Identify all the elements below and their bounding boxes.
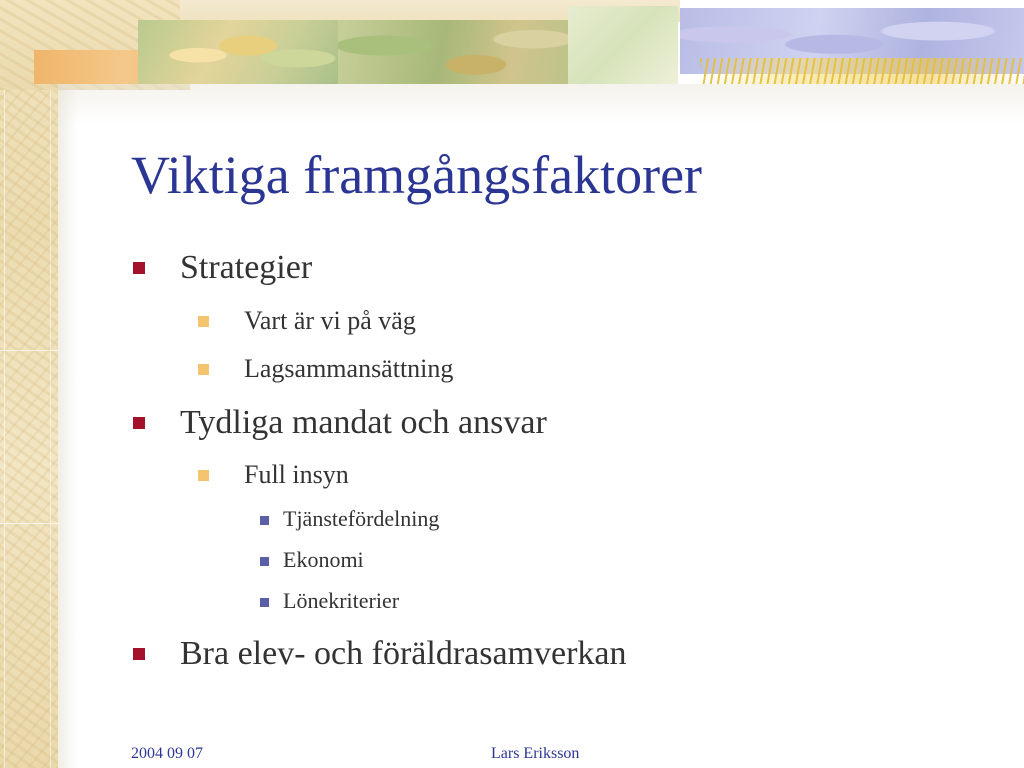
bullet-square-icon xyxy=(133,262,145,274)
bullet-square-icon xyxy=(198,364,209,375)
banner-shadow xyxy=(58,84,1024,124)
bullet-text: Bra elev- och föräldrasamverkan xyxy=(180,635,627,672)
bullet-text: Ekonomi xyxy=(283,547,364,572)
banner-tile-leaves xyxy=(138,20,338,84)
strip-seam xyxy=(0,350,58,351)
bullet-square-icon xyxy=(260,516,269,525)
content-shadow xyxy=(58,84,78,768)
strip-line xyxy=(4,0,5,768)
strip-line xyxy=(50,0,51,768)
top-decorative-banner xyxy=(0,0,1024,90)
bullet-square-icon xyxy=(198,316,209,327)
bullet-text: Vart är vi på väg xyxy=(244,306,416,335)
bullet-square-icon xyxy=(260,557,269,566)
banner-tile-pastel xyxy=(568,6,678,84)
bullet-square-icon xyxy=(198,470,209,481)
slide-title: Viktiga framgångsfaktorer xyxy=(131,145,703,205)
bullet-text: Full insyn xyxy=(244,460,349,489)
bullet-text: Tjänstefördelning xyxy=(283,506,440,531)
bullet-square-icon xyxy=(260,598,269,607)
banner-tile-gold xyxy=(700,58,1024,84)
bullet-square-icon xyxy=(133,417,145,429)
bullet-square-icon xyxy=(133,648,145,660)
footer-author: Lars Eriksson xyxy=(491,745,580,762)
strip-seam xyxy=(0,523,58,524)
bullet-text: Lagsammansättning xyxy=(244,354,454,383)
left-texture-strip xyxy=(0,0,58,768)
bullet-text: Lönekriterier xyxy=(283,588,400,613)
bullet-text: Tydliga mandat och ansvar xyxy=(180,404,547,441)
banner-tile-green xyxy=(338,20,568,84)
footer-date: 2004 09 07 xyxy=(131,745,203,762)
bullet-text: Strategier xyxy=(180,249,313,286)
